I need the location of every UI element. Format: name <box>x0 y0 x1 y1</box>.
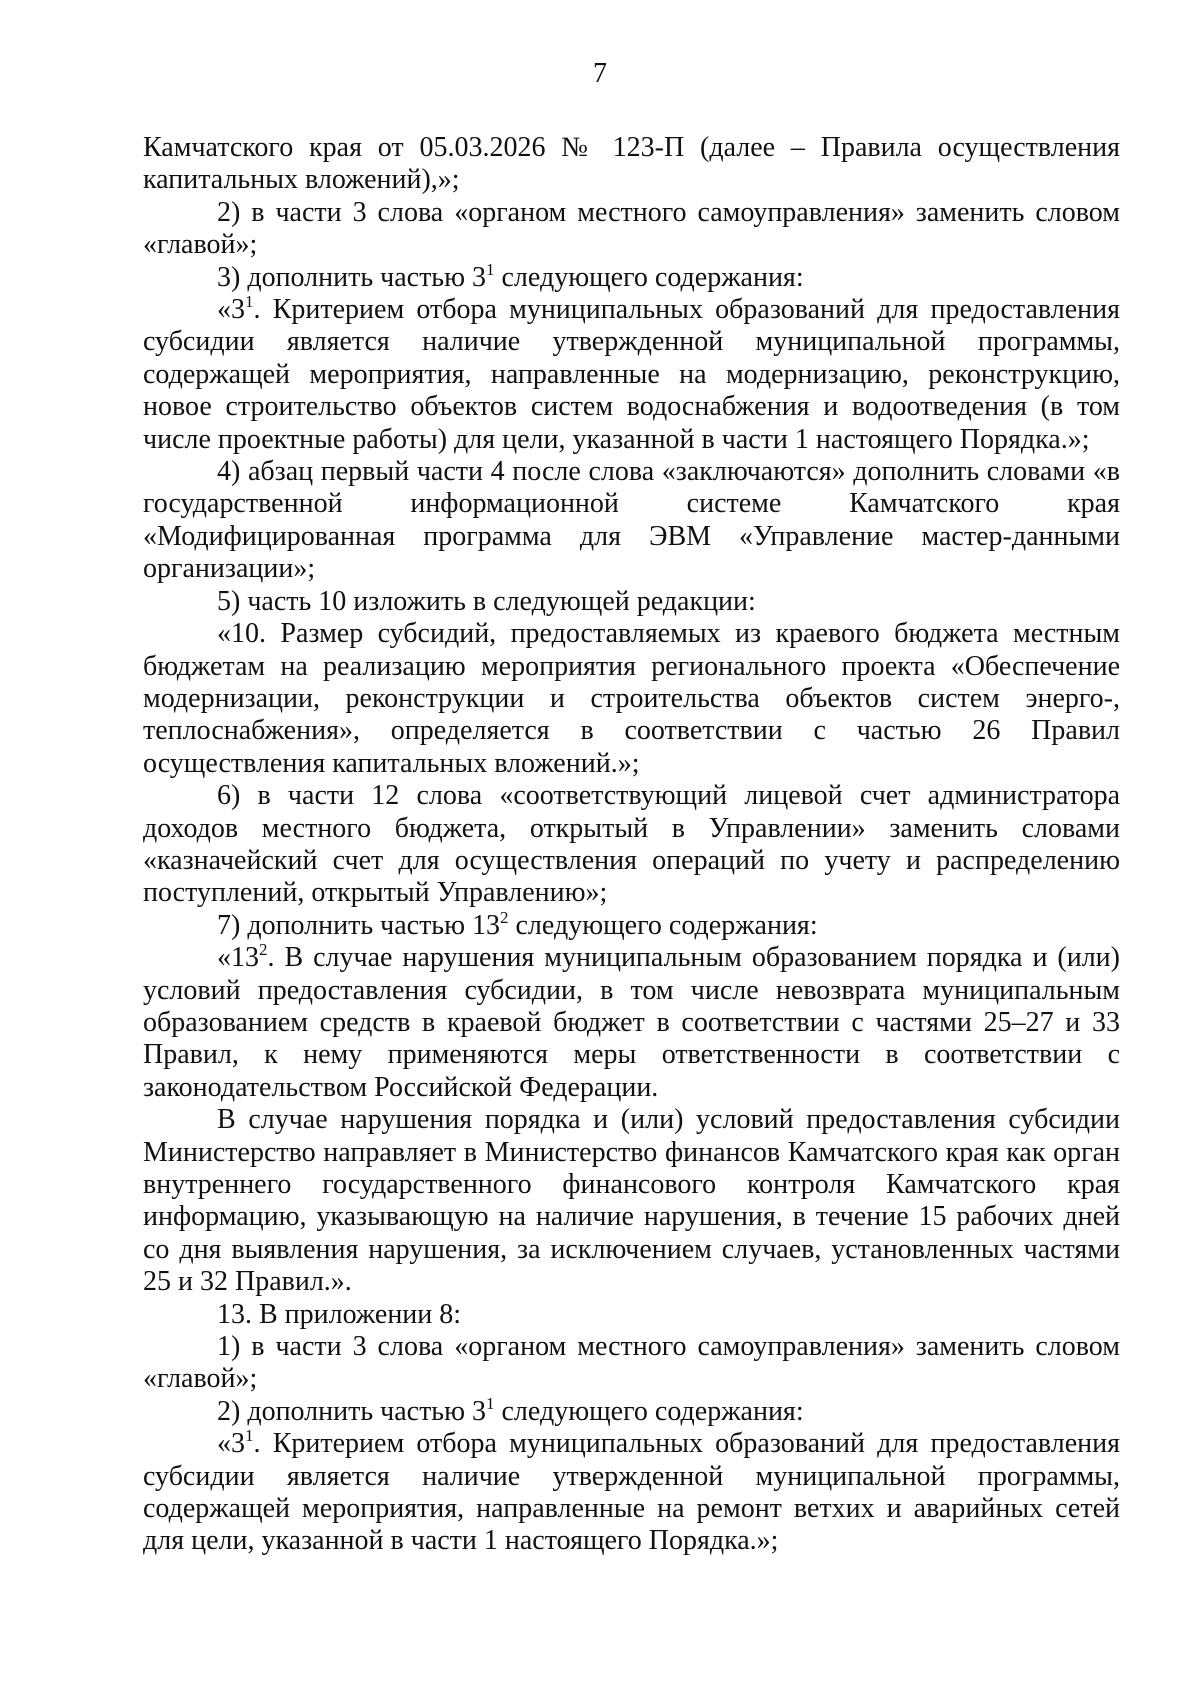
paragraph-section-13: 13. В приложении 8: <box>217 1298 462 1330</box>
paragraph-continuation: Камчатского края от 05.03.2026 № 123-П (далее – Правила осуществления капитальных вложений),»; <box>143 132 1120 196</box>
paragraph-part-13-2: «$13^2$. В случае нарушения муниципальным образованием порядка и (или) условий предоставления субсидии, в том числе невозврата муниципальным образованием средств в краевой бюджет в соответствии с частями 25–27 и 33 Правил, к нему применяются меры ответственности в соответствии с законодательством Российской Федерации. <box>143 940 1120 1103</box>
paragraph-item-5: 5) часть 10 изложить в следующей редакции: <box>217 585 756 617</box>
paragraph-item-7: 7) дополнить частью $13^2$ следующего содержания: <box>217 907 818 941</box>
paragraph-item-2: 2) в части 3 слова «органом местного самоуправления» заменить словом «главой»; <box>143 196 1120 261</box>
paragraph-part-3-1: «$3^1$. Критерием отбора муниципальных образований для предоставления субсидии является наличие утвержденной муниципальной программы, содержащей мероприятия, направленные на модернизацию, реконструкцию, новое строительство объектов систем водоснабжения и водоотведения (в том числе проектные работы) для цели, указанной в части 1 настоящего Порядка.»; <box>143 292 1120 455</box>
paragraph-section-13-part-3-1: «$3^1$. Критерием отбора муниципальных образований для предоставления субсидии является наличие утвержденной муниципальной программы, содержащей мероприятия, направленные на ремонт ветхих и аварийных сетей для цели, указанной в части 1 настоящего Порядка.»; <box>143 1426 1120 1557</box>
paragraph-violation-notice: В случае нарушения порядка и (или) условий предоставления субсидии Министерство направляет в Министерство финансов Камчатского края как орган внутреннего государственного финансового контроля Камчатского края информацию, указывающую на наличие нарушения, в течение 15 рабочих дней со дня выявления нарушения, за исключением случаев, установленных частями 25 и 32 Правил.». <box>143 1104 1120 1298</box>
paragraph-section-13-item-1: 1) в части 3 слова «органом местного самоуправления» заменить словом «главой»; <box>143 1331 1120 1395</box>
paragraph-section-13-item-2: 2) дополнить частью $3^1$ следующего содержания: <box>217 1393 804 1427</box>
document-body <box>143 132 1120 1558</box>
paragraph-item-4: 4) абзац первый части 4 после слова «заключаются» дополнить словами «в государственной информационной системе Камчатского края «Модифицированная программа для ЭВМ «Управление мастер-данными организации»; <box>143 456 1120 585</box>
paragraph-item-6: 6) в части 12 слова «соответствующий лицевой счет администратора доходов местного бюджета, открытый в Управлении» заменить словами «казначейский счет для осуществления операций по учету и распределению поступлений, открытый Управлению»; <box>143 780 1120 909</box>
paragraph-part-10: «10. Размер субсидий, предоставляемых из краевого бюджета местным бюджетам на реализацию мероприятия регионального проекта «Обеспечение модернизации, реконструкции и строительства объектов систем энерго-, теплоснабжения», определяется в соответствии с частью 26 Правил осуществления капитальных вложений.»; <box>143 618 1120 779</box>
paragraph-item-3: 3) дополнить частью $3^1$ следующего содержания: <box>217 259 804 293</box>
page-number: 7 <box>593 58 607 89</box>
